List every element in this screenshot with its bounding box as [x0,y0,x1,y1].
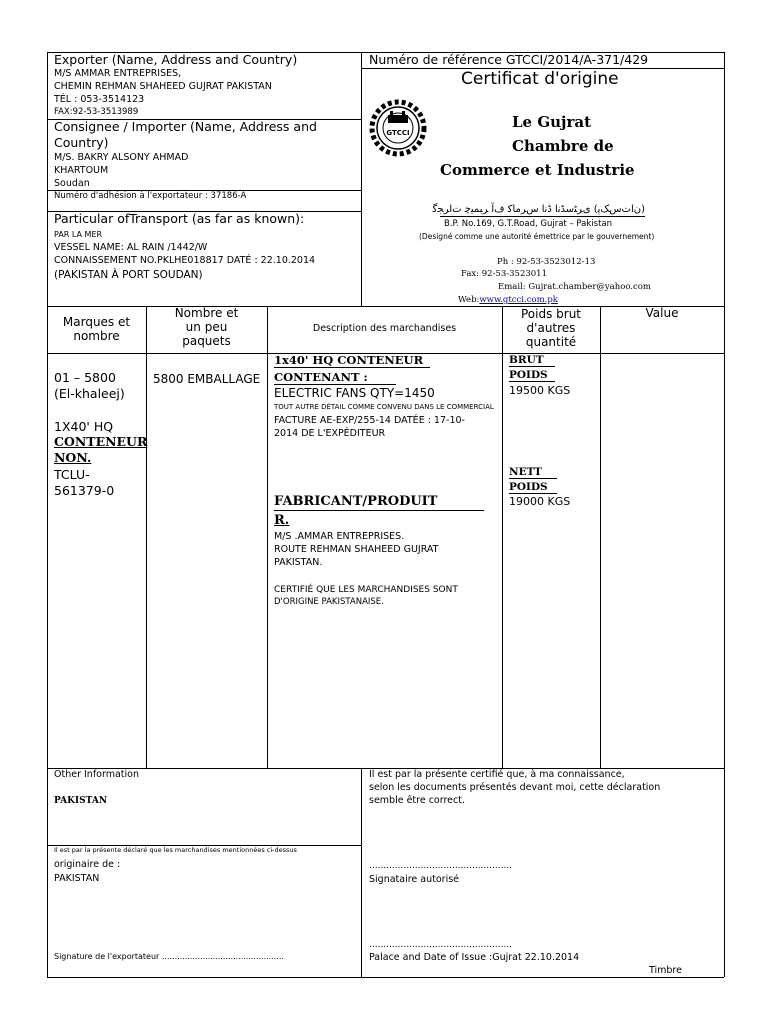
header-weight-line: quantité [525,334,577,349]
desc-invoice-2: 2014 DE L'EXPÉDITEUR [274,428,386,439]
header-marks-line: nombre [73,328,120,343]
issue-dots: .................................................. [369,940,513,950]
desc-mfr-line: ROUTE REHMAN SHAHEED GUJRAT [274,544,439,555]
consignee-line: M/S. BAKRY ALSONY AHMAD [54,152,189,163]
web-link[interactable]: www.gtcci.com.pk [479,295,558,305]
other-info-heading: Other Information [54,769,139,780]
consignee-heading: Consignee / Importer (Name, Address and [54,119,317,134]
marks-range: 01 – 5800 [54,370,116,385]
consignee-line: KHARTOUM [54,165,109,176]
seal-text: GTCCI [386,129,410,137]
chamber-email: Email: Gujrat.chamber@yahoo.com [498,282,651,292]
chamber-web [458,296,558,306]
weight-net-label-2 [509,481,557,494]
chamber-designation: (Designé comme une autorité émettrice par le gouvernement) [419,232,655,241]
header-description: Description des marchandises [312,323,457,334]
stamp-label: Timbre [649,965,682,976]
exporter-signature-line: Signature de l'exportateur ................................................ [54,952,284,961]
transport-line: PAR LA MER [54,230,103,239]
certification-line: selon les documents présentés devant moi, cette déclaration [369,782,661,793]
weight-net-label-text: NETT [509,466,542,478]
issue-place-date: Palace and Date of Issue :Gujrat 22.10.2014 [369,952,580,963]
other-info-country: PAKISTAN [54,796,108,806]
desc-contents-label [274,371,396,385]
exporter-line: M/S AMMAR ENTREPRISES, [54,68,182,79]
header-packages-line: un peu [185,319,228,334]
header-weight [502,308,600,349]
desc-contents-text: CONTENANT : [274,370,368,384]
header-packages-line: Nombre et [174,306,239,320]
exporter-line: CHEMIN REHMAN SHAHEED GUJRAT PAKISTAN [54,81,272,92]
certificate-title: Certificat d'origine [461,69,619,89]
col-divider-2 [267,306,268,768]
desc-container-text: 1x40' HQ CONTENEUR [274,353,424,367]
weight-gross-label-2 [509,369,555,382]
reference-number: Numéro de référence GTCCI/2014/A-371/429 [369,52,649,67]
packages-count: 5800 EMBALLAGE [153,372,261,386]
desc-manufacturer-label-text: FABRICANT/PRODUIT [274,494,438,509]
chamber-phone: Ph : 92-53-3523012-13 [497,257,596,267]
divider-bottom-center [361,768,362,977]
chamber-address: B.P. No.169, G.T.Road, Gujrat – Pakistan [444,219,613,229]
chamber-name-1: Le Gujrat [512,113,592,131]
weight-gross-value: 19500 KGS [509,384,571,397]
weight-gross-label-2-text: POIDS [509,369,548,381]
weight-net-label [509,466,557,479]
consignee-heading-2: Country) [54,135,109,150]
desc-invoice-1: FACTURE AE-EXP/255-14 DATÉE : 17-10- [274,415,465,426]
header-weight-line: Poids brut [520,307,582,321]
desc-mfr-line: PAKISTAN. [274,557,323,568]
weight-gross-label-text: BRUT [509,354,544,366]
chamber-seal [368,98,428,158]
transport-heading: Particular ofTransport (as far as known): [54,211,305,226]
divider-top-center [361,52,362,306]
declaration-origin-label: originaire de : [54,859,121,870]
declaration-origin-country: PAKISTAN [54,873,100,884]
desc-certified-1: CERTIFIÉ QUE LES MARCHANDISES SONT [274,585,458,595]
desc-manufacturer-label-2: R. [274,513,290,528]
marks-tclu-2: 561379-0 [54,483,115,498]
marks-container-label: CONTENEUR [54,434,148,449]
border-right [724,52,725,977]
header-weight-line: d'autres [526,320,576,335]
desc-detail: TOUT AUTRE DÉTAIL COMME CONVENU DANS LE COMMERCIAL [274,403,494,411]
exporter-heading: Exporter (Name, Address and Country) [54,52,298,67]
gear-icon [368,98,428,158]
exporter-line: FAX:92-53-3513989 [54,107,139,117]
transport-line: CONNAISSEMENT NO.PKLHE018817 DATÉ : 22.10.2014 [54,255,316,266]
signatory-dots: .................................................. [369,861,513,871]
header-packages [146,307,267,348]
weight-net-label-2-text: POIDS [509,481,548,493]
border-bottom [47,977,724,978]
marks-container: 1X40' HQ [54,419,114,434]
signatory-label: Signataire autorisé [369,874,460,885]
declaration-text: Il est par la présente déclaré que les marchandises mentionnées ci-dessus [54,846,297,854]
desc-container [274,354,430,368]
marks-container-no: NON. [54,450,92,465]
chamber-urdu-name: (ﻥﺍﺕﺱﮏﭘ) ﯼﺮﭩﺳﮉﻧﺍ ﮈﻧﺍ ﺱﺮﻣﺎﮐ ﻑﺁ ﺮﺒﻤﯿﭼ ﺕﺍﺮﺠﮔ [432,204,645,215]
certification-line: Il est par la présente certifié que, à ma connaissance, [369,769,625,780]
transport-line: VESSEL NAME: AL RAIN /1442/W [54,242,208,253]
chamber-name-2: Chambre de [512,137,614,155]
desc-certified-2: D'ORIGINE PAKISTANAISE. [274,597,384,607]
desc-mfr-line: M/S .AMMAR ENTREPRISES. [274,531,405,542]
desc-goods: ELECTRIC FANS QTY=1450 [274,386,435,400]
exporter-line: TÉL : 053-3514123 [54,94,145,105]
consignee-line: Soudan [54,178,90,189]
marks-tclu-1: TCLU- [54,467,90,482]
adhesion-number: Numéro d'adhésion à l'exportateur : 37186-A [54,191,247,201]
header-value: Value [645,306,679,320]
header-marks [47,316,146,344]
chamber-fax: Fax: 92-53-3523011 [461,269,547,279]
transport-line: (PAKISTAN À PORT SOUDAN) [54,269,203,281]
col-divider-4 [600,306,601,768]
certification-line: semble être correct. [369,795,465,806]
header-packages-line: paquets [182,333,231,348]
web-label: Web: [458,295,480,305]
header-marks-line: Marques et [62,315,131,329]
marks-brand: (El-khaleej) [54,386,125,401]
weight-gross-label [509,354,555,367]
col-divider-3 [502,306,503,768]
weight-net-value: 19000 KGS [509,495,571,508]
chamber-name-3: Commerce et Industrie [440,161,635,179]
col-divider-1 [146,306,147,768]
desc-manufacturer-label [274,495,484,511]
